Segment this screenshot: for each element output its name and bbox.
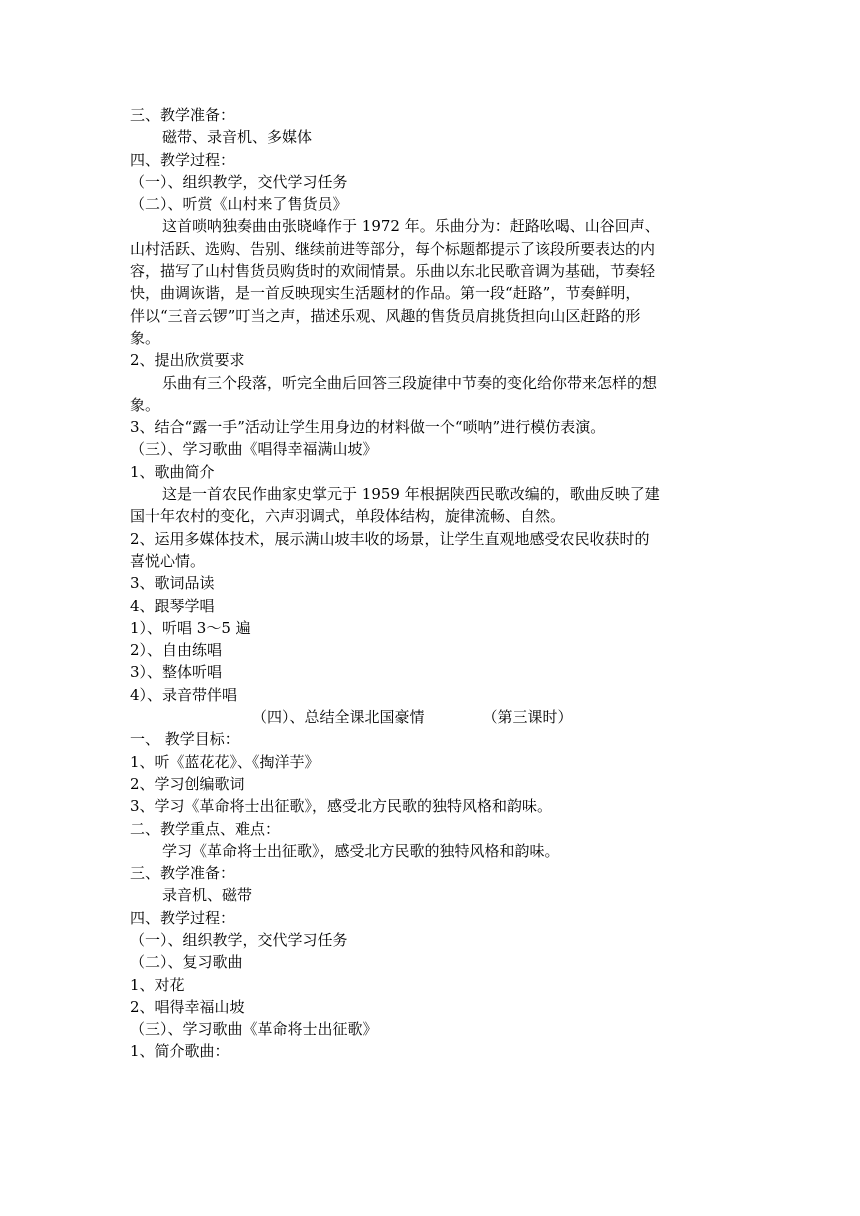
text-line: 学习《革命将士出征歌》，感受北方民歌的独特风格和韵味。: [162, 841, 560, 860]
text-line: 国十年农村的变化，六声羽调式，单段体结构，旋律流畅、自然。: [130, 507, 566, 526]
text-line: 2、运用多媒体技术，展示满山坡丰收的场景，让学生直观地感受农民收获时的: [130, 529, 650, 548]
text-line: 山村活跃、选购、告别、继续前进等部分，每个标题都提示了该段所要表达的内: [130, 239, 656, 258]
text-line: 1、歌曲简介: [130, 462, 215, 481]
text-line: 4、跟琴学唱: [130, 596, 215, 615]
text-line: （二）、听赏《山村来了售货员》: [130, 195, 348, 214]
lesson-period-label: （第三课时）: [482, 708, 573, 727]
text-line: 象。: [130, 328, 161, 347]
text-line: 1）、听唱 3～5 遍: [130, 618, 251, 637]
text-line: 1、简介歌曲：: [130, 1042, 230, 1061]
text-line: 4）、录音带伴唱: [130, 685, 238, 704]
text-line: 象。: [130, 395, 161, 414]
text-line: 快，曲调诙谐，是一首反映现实生活题材的作品。第一段“赶路”，节奏鲜明，: [130, 284, 641, 303]
text-line: （三）、学习歌曲《唱得幸福满山坡》: [130, 440, 378, 459]
text-line: 2、唱得幸福山坡: [130, 997, 245, 1016]
text-line: 喜悦心情。: [130, 551, 206, 570]
section-title: （四）、总结全课北国豪情: [252, 708, 425, 727]
text-line: 四、教学过程：: [130, 908, 236, 927]
section-heading: [130, 706, 732, 728]
text-line: 1、对花: [130, 975, 185, 994]
text-line: （一）、组织教学，交代学习任务: [130, 930, 348, 949]
text-line: 1、听《蓝花花》、《掏洋芋》: [130, 752, 320, 771]
text-line: 三、教学准备：: [130, 106, 236, 124]
text-line: 录音机、磁带: [162, 886, 253, 905]
text-line: 磁带、录音机、多媒体: [162, 128, 313, 147]
text-line: 容，描写了山村售货员购货时的欢闹情景。乐曲以东北民歌音调为基础，节奏轻: [130, 262, 656, 281]
text-line: 3、学习《革命将士出征歌》，感受北方民歌的独特风格和韵味。: [130, 797, 553, 816]
text-line: 2、学习创编歌词: [130, 774, 245, 793]
document-body: [130, 104, 732, 1063]
text-line: 二、教学重点、难点：: [130, 819, 281, 838]
text-line: 2、提出欣赏要求: [130, 351, 245, 370]
text-line: 一、 教学目标：: [130, 730, 240, 749]
text-line: 3、歌词品读: [130, 574, 215, 593]
text-line: （三）、学习歌曲《革命将士出征歌》: [130, 1020, 378, 1039]
text-line: （二）、复习歌曲: [130, 953, 243, 972]
text-line: 这首唢呐独奏曲由张晓峰作于 1972 年。乐曲分为：赶路吆喝、山谷回声、: [162, 217, 660, 236]
text-line: 伴以“三音云锣”叮当之声，描述乐观、风趣的售货员肩挑货担向山区赶路的形: [130, 306, 641, 325]
text-line: 三、教学准备：: [130, 864, 236, 883]
text-line: 这是一首农民作曲家史掌元于 1959 年根据陕西民歌改编的，歌曲反映了建: [162, 485, 660, 504]
text-line: 乐曲有三个段落，听完全曲后回答三段旋律中节奏的变化给你带来怎样的想: [162, 373, 658, 392]
text-line: 3）、整体听唱: [130, 663, 223, 682]
text-line: （一）、组织教学，交代学习任务: [130, 172, 348, 191]
text-line: 2）、自由练唱: [130, 641, 223, 660]
text-line: 3、结合“露一手”活动让学生用身边的材料做一个“唢呐”进行模仿表演。: [130, 418, 606, 437]
text-line: 四、教学过程：: [130, 150, 236, 169]
